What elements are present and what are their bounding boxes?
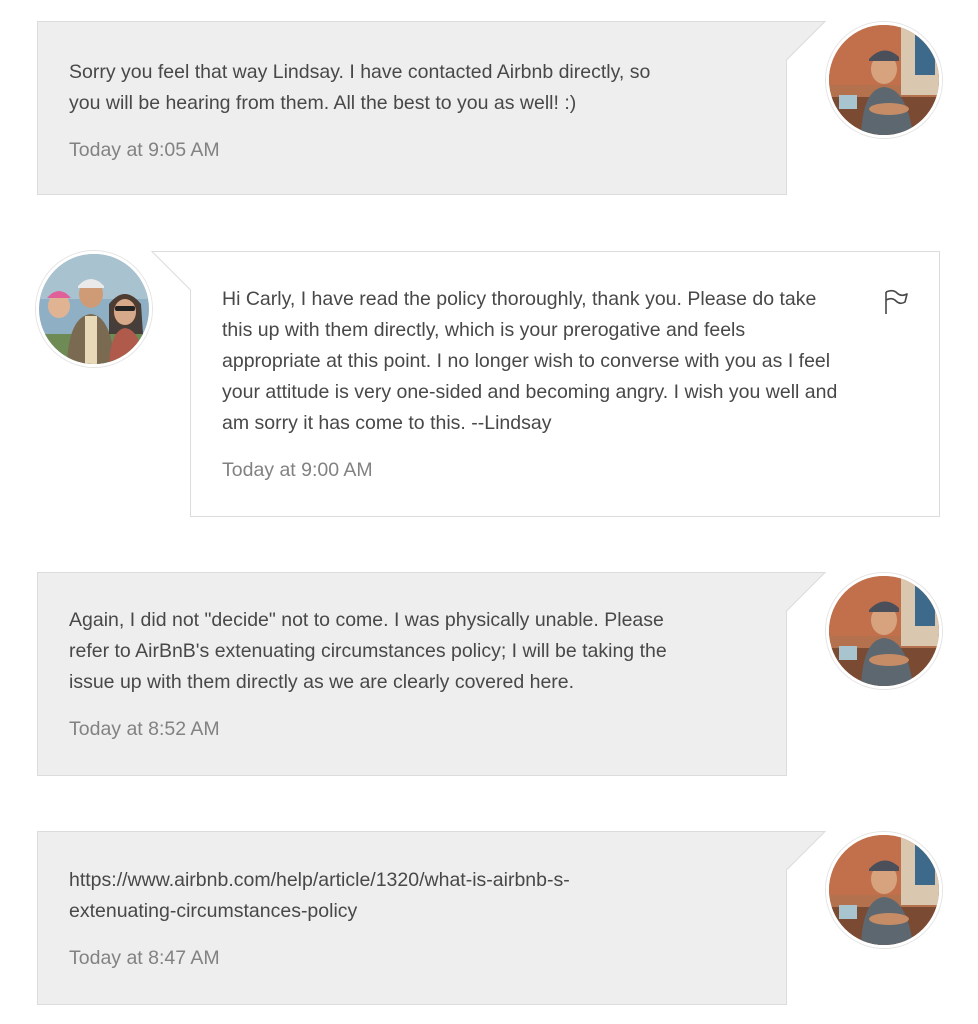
host-photo	[829, 576, 939, 686]
bubble-tail	[786, 21, 826, 61]
bubble-tail	[151, 251, 191, 291]
host-photo	[829, 25, 939, 135]
message-link[interactable]: https://www.airbnb.com/help/article/1320/what-is-airbnb-s- extenuating-circumstances-policy	[69, 869, 570, 922]
message-timestamp: Today at 8:47 AM	[69, 947, 220, 969]
guest-photo	[39, 254, 149, 364]
message-text: Sorry you feel that way Lindsay. I have contacted Airbnb directly, so you will be hearing from them. All the best to you as well! :)	[69, 61, 651, 114]
bubble-tail	[786, 572, 826, 612]
message-bubble	[37, 21, 787, 195]
message-timestamp: Today at 9:05 AM	[69, 139, 220, 161]
host-photo	[829, 835, 939, 945]
host-avatar[interactable]	[826, 573, 942, 689]
flag-icon[interactable]	[883, 289, 909, 315]
message-bubble	[37, 572, 787, 776]
message-bubble	[190, 251, 940, 517]
message-text: Again, I did not "decide" not to come. I was physically unable. Please refer to AirBnB's extenuating circumstances policy; I will be taking the issue up with them directly as we are clearly covered here.	[69, 609, 667, 693]
message-bubble	[37, 831, 787, 1005]
message-timestamp: Today at 8:52 AM	[69, 718, 220, 740]
guest-avatar[interactable]	[36, 251, 152, 367]
bubble-tail	[786, 831, 826, 871]
host-avatar[interactable]	[826, 832, 942, 948]
host-avatar[interactable]	[826, 22, 942, 138]
message-timestamp: Today at 9:00 AM	[222, 459, 373, 481]
message-text: Hi Carly, I have read the policy thoroughly, thank you. Please do take this up with them directly, which is your prerogative and feels appropriate at this point. I no longer wish to converse with you as I feel your attitude is very one-sided and becoming angry. I wish you well and am sorry it has come to this. --Lindsay	[222, 288, 838, 434]
